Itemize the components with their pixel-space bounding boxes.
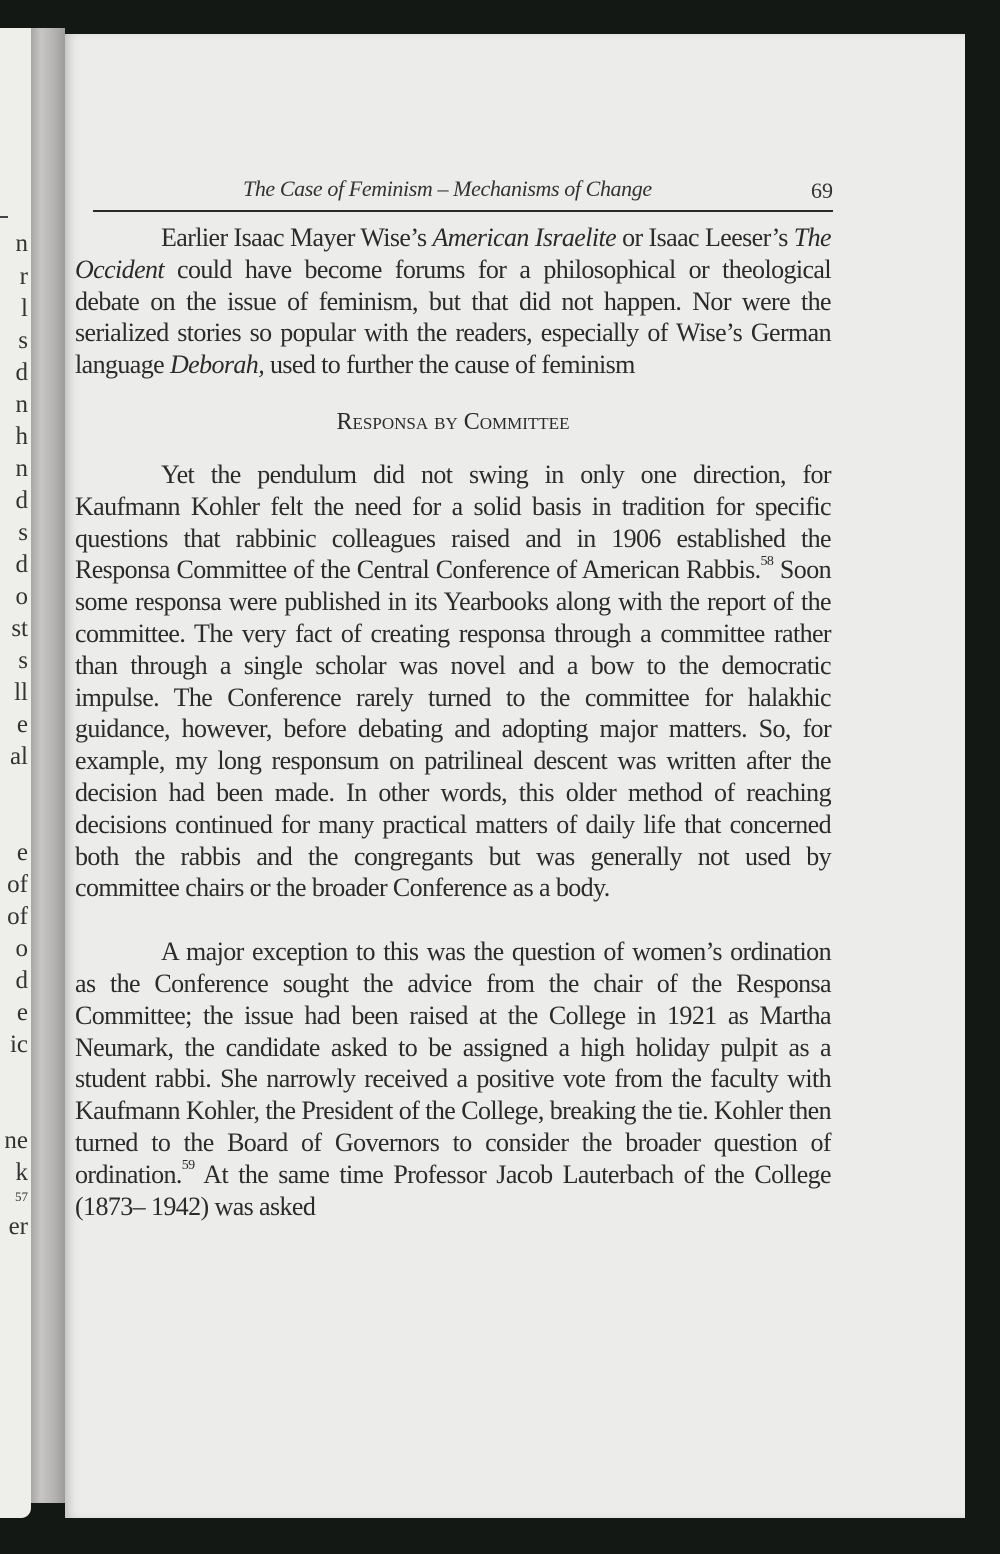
facing-page-fragment xyxy=(0,28,31,1518)
book-gutter xyxy=(31,28,65,1503)
facing-page-line-end: n xyxy=(15,230,28,257)
text-run: Soon some responsa were published in its Yearbooks along with the report of the committee. The very fact of creating responsa through a committee rather than through a single scholar was novel and a bow to the democratic impulse. The Conference rarely turned to the committee for halakhic guidance, however, before debating and adopting major matters. So, for example, my long responsum on patrilineal descent was written after the decision had been made. In other words, this older method of reaching decisions continued for many practical matters of daily life that concerned both the rabbis and the congregants but was generally not used by committee chairs or the broader Conference as a body. xyxy=(75,555,831,903)
facing-page-line-end: d xyxy=(15,967,28,994)
facing-page-line-end: st xyxy=(11,615,28,642)
facing-page-line-end: d xyxy=(15,359,28,386)
facing-page-line-end: e xyxy=(16,839,28,866)
footnote-ref-59[interactable]: 59 xyxy=(181,1158,195,1174)
periodical-title: American Israelite xyxy=(432,223,617,252)
facing-page-line-end: er xyxy=(8,1213,28,1240)
periodical-title: The Occident xyxy=(75,223,831,284)
facing-page-line-end: e xyxy=(16,999,28,1026)
facing-page-line-end: al xyxy=(9,743,28,770)
facing-page-line-end: k xyxy=(15,1159,28,1186)
facing-page-line-end: o xyxy=(15,935,28,962)
facing-page-rule xyxy=(0,216,8,218)
facing-page-line-end: o xyxy=(15,583,28,610)
text-run: or Isaac Leeser’s xyxy=(616,223,794,252)
running-title: The Case of Feminism – Mechanisms of Change xyxy=(243,176,652,201)
running-header xyxy=(93,174,833,212)
facing-page-line-end: n xyxy=(15,391,28,418)
text-run: used to further the cause of feminism xyxy=(264,350,635,380)
text-run: Yet the pendulum did not swing in only one direction, for Kaufmann Kohler felt the need for a solid basis in tradition for specific questions that rabbinic colleagues raised and in 1906 established the Responsa Committee of the Central Conference of American Rabbis. xyxy=(75,459,831,585)
facing-page-line-end: d xyxy=(15,551,28,578)
facing-page-line-end: ne xyxy=(4,1127,28,1154)
facing-page-line-end: n xyxy=(15,455,28,482)
paragraph-3 xyxy=(75,936,831,1222)
facing-page-line-end: s xyxy=(18,647,28,674)
facing-page-line-end: h xyxy=(15,423,28,450)
facing-page-line-end: ic xyxy=(9,1031,28,1058)
body-text xyxy=(75,222,831,1222)
facing-page-line-end: r xyxy=(19,263,28,290)
text-run: could have become forums for a philosophical or theological debate on the issue of feminism, but that did not happen. Nor were the serialized stories so popular with the readers, especially of Wise’s German language xyxy=(75,254,831,380)
facing-page-line-end: ll xyxy=(14,679,28,706)
text-run: Earlier Isaac Mayer Wise’s xyxy=(161,223,433,252)
facing-page-line-end: s xyxy=(18,327,28,354)
footnote-ref-58[interactable]: 58 xyxy=(760,553,774,569)
facing-page-footnote-ref: 57 xyxy=(15,1189,28,1204)
facing-page-line-end: s xyxy=(18,519,28,546)
text-run: A major exception to this was the question of women’s ordination as the Conference sought the advice from the chair of the Responsa Committee; the issue had been raised at the College in 1921 as Martha Neumark, the candidate asked to be assigned a high holiday pulpit as a student rabbi. She narrowly received a positive vote from the faculty with Kaufmann Kohler, the President of the College, breaking the tie. Kohler then turned to the Board of Governors to consider the broader question of ordination. xyxy=(75,937,831,1189)
facing-page-line-end: of xyxy=(7,871,28,898)
facing-page-line-end: l xyxy=(21,295,28,322)
paragraph-1 xyxy=(75,222,831,381)
facing-page-line-end: of xyxy=(7,903,28,930)
text-run: At the same time Professor Jacob Lauterbach of the College (1873– 1942) was asked xyxy=(75,1159,831,1221)
facing-page-line-end: e xyxy=(16,711,28,738)
book-page xyxy=(65,34,965,1518)
periodical-title: Deborah, xyxy=(169,350,265,380)
facing-page-line-end: d xyxy=(15,487,28,514)
page-number: 69 xyxy=(811,178,833,203)
section-heading: Responsa by Committee xyxy=(336,408,570,435)
paragraph-2 xyxy=(75,459,831,904)
